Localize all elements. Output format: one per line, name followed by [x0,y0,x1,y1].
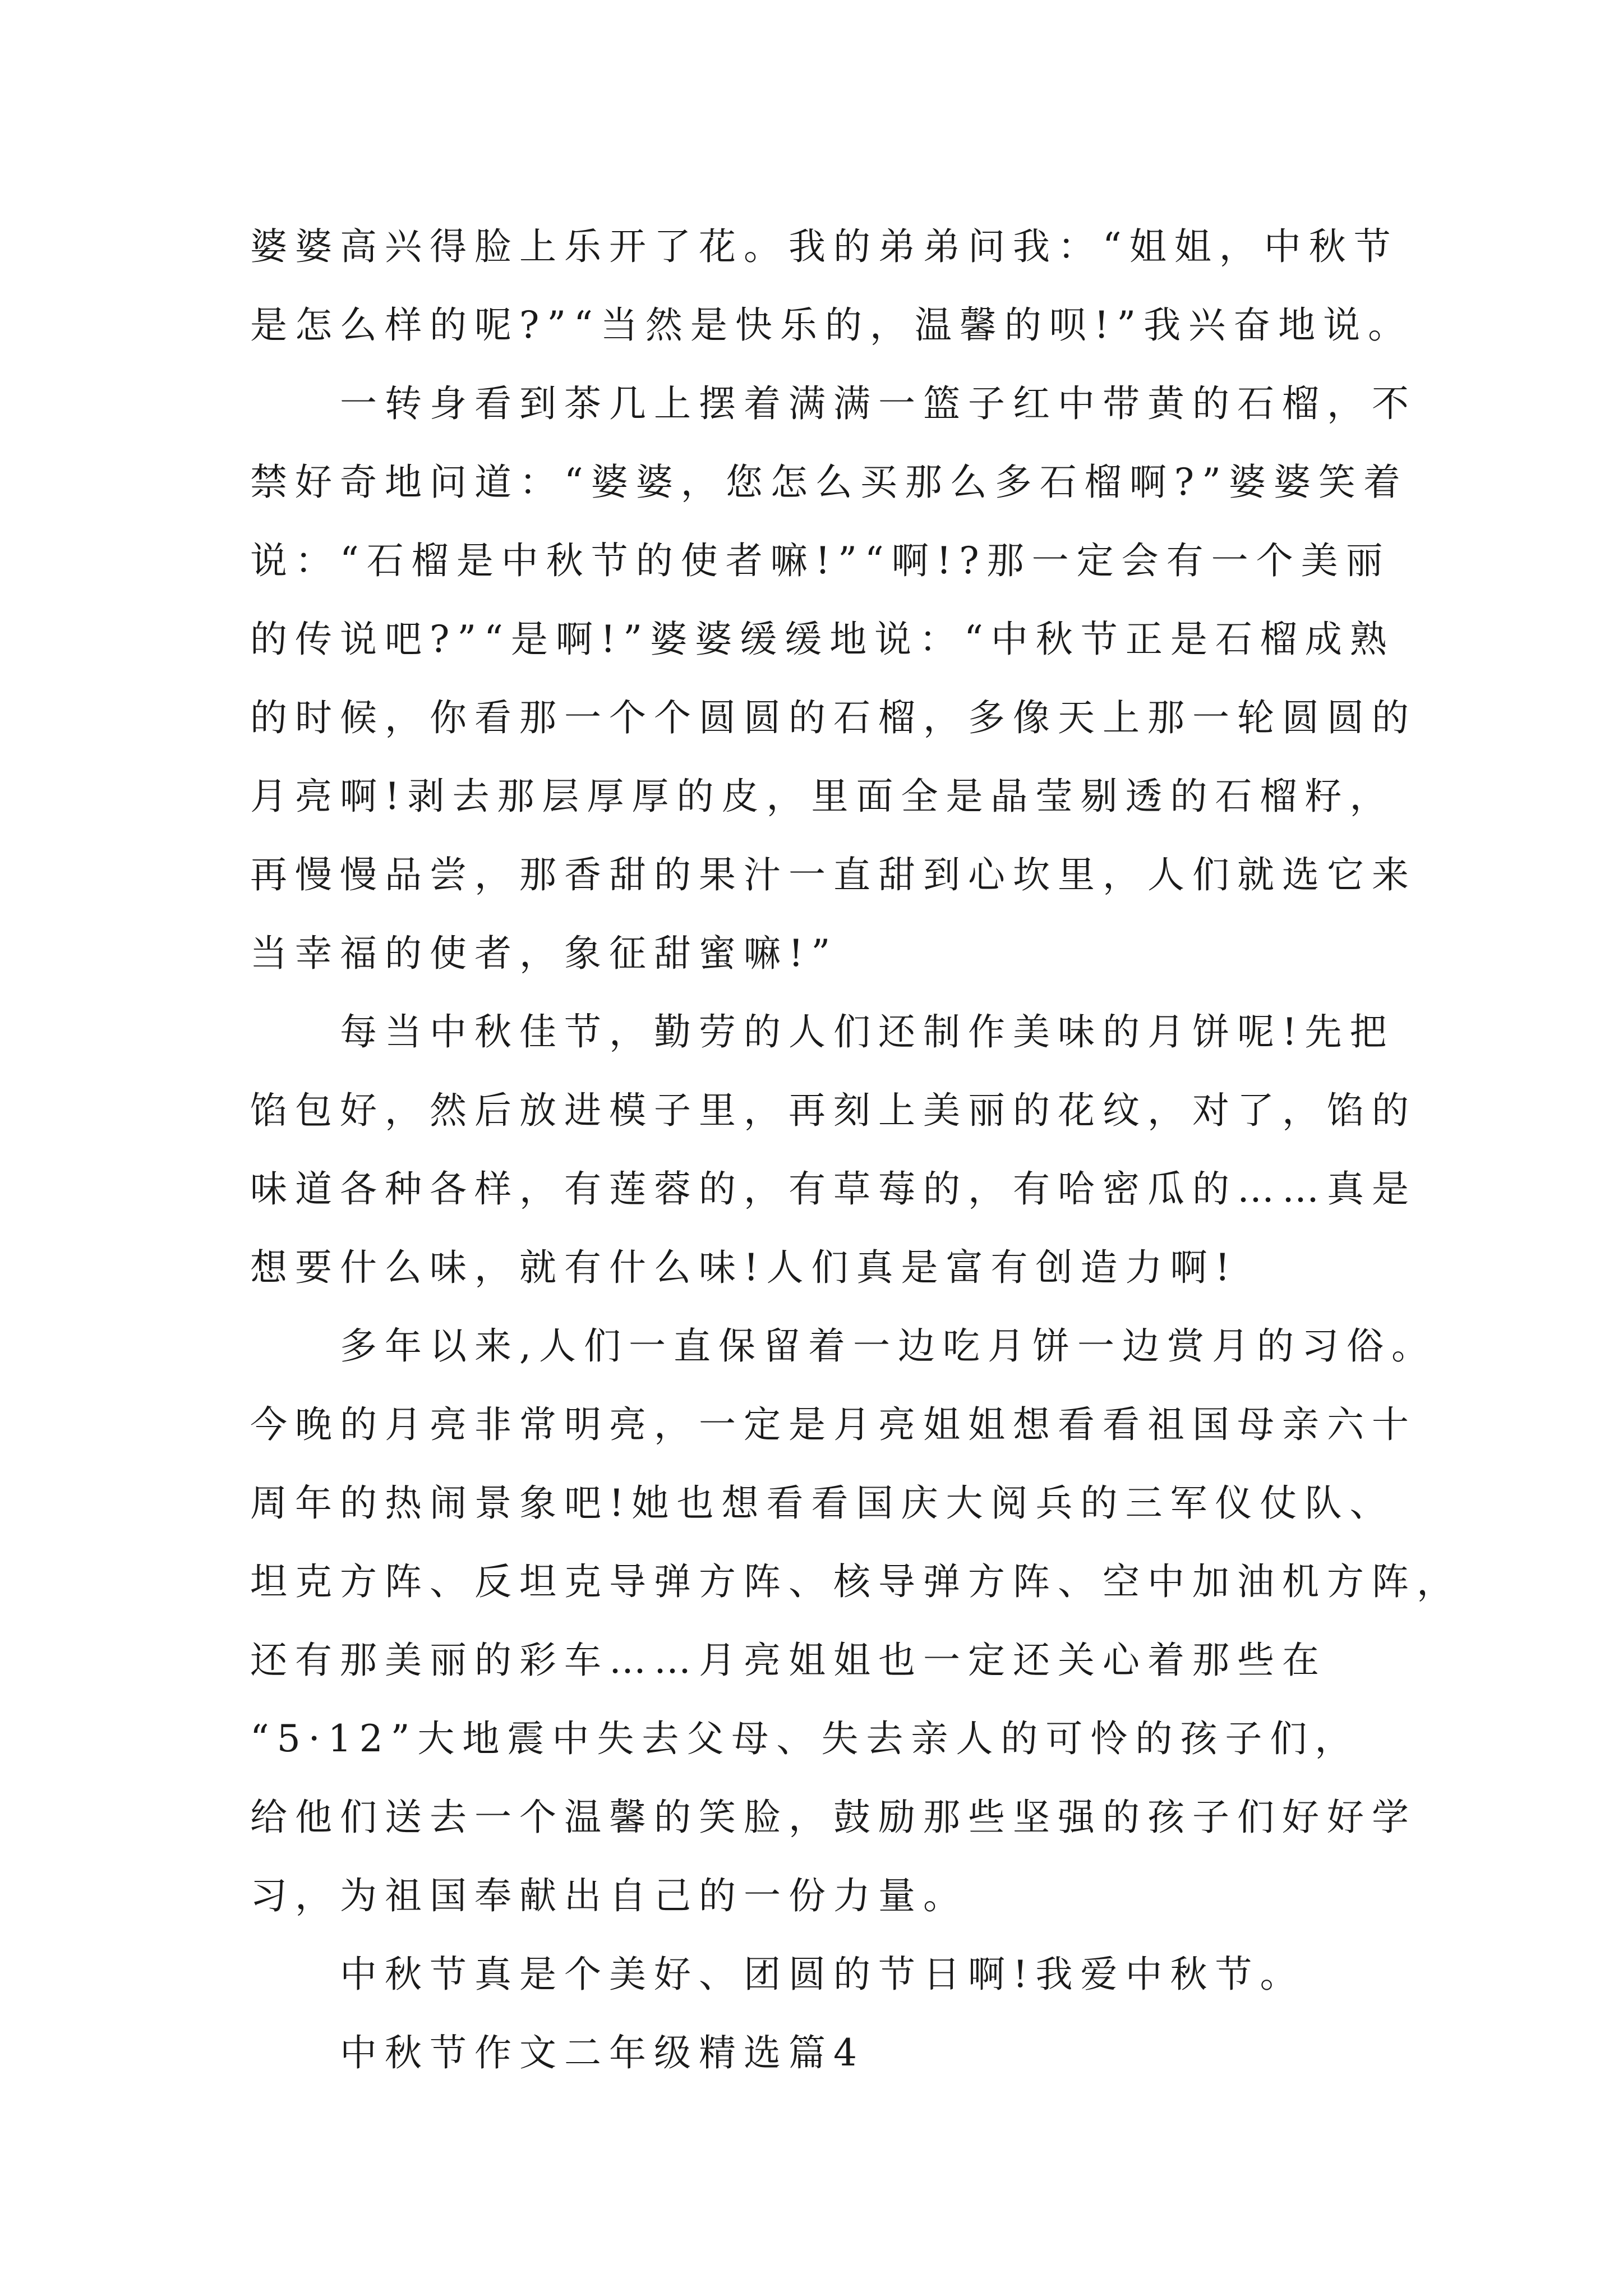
paragraph-line: 说：“石榴是中秋节的使者嘛!”“啊!?那一定会有一个美丽 [250,539,1391,582]
paragraph-line: 月亮啊!剥去那层厚厚的皮，里面全是晶莹剔透的石榴籽， [250,775,1395,818]
document-body [250,208,1461,2092]
paragraph-line: 馅包好，然后放进模子里，再刻上美丽的花纹，对了，馅的 [250,1089,1417,1132]
paragraph-5 [250,1935,1394,2014]
paragraph-line: 的时候，你看那一个个圆圆的石榴，多像天上那一轮圆圆的 [250,696,1417,739]
paragraph-line: 坦克方阵、反坦克导弹方阵、核导弹方阵、空中加油机方阵， [250,1560,1461,1603]
paragraph-line: 今晚的月亮非常明亮，一定是月亮姐姐想看看祖国母亲六十 [250,1403,1417,1446]
paragraph-4 [250,1307,1461,1935]
paragraph-line: 给他们送去一个温馨的笑脸，鼓励那些坚强的孩子们好好学 [250,1796,1417,1839]
paragraph-line: 还有那美丽的彩车……月亮姐姐也一定还关心着那些在 [250,1639,1327,1682]
paragraph-line: 一转身看到茶几上摆着满满一篮子红中带黄的石榴，不 [340,382,1417,425]
paragraph-line: 味道各种各样，有莲蓉的，有草莓的，有哈密瓜的……真是 [250,1167,1417,1211]
paragraph-line: 的传说吧?”“是啊!”婆婆缓缓地说：“中秋节正是石榴成熟 [250,618,1395,661]
paragraph-line: 禁好奇地问道：“婆婆，您怎么买那么多石榴啊?”婆婆笑着 [250,461,1408,504]
paragraph-line: “5·12”大地震中失去父母、失去亲人的可怜的孩子们， [250,1717,1360,1760]
paragraph-line: 中秋节真是个美好、团圆的节日啊!我爱中秋节。 [340,1953,1305,1996]
paragraph-line: 习，为祖国奉献出自己的一份力量。 [250,1874,968,1917]
paragraph-3 [250,993,1417,1307]
paragraph-line: 是怎么样的呢?”“当然是快乐的，温馨的呗!”我兴奋地说。 [250,303,1413,347]
paragraph-line: 多年以来,人们一直保留着一边吃月饼一边赏月的习俗。 [340,1324,1436,1368]
section-heading [250,2014,1394,2092]
paragraph-line: 婆婆高兴得脸上乐开了花。我的弟弟问我：“姐姐，中秋节 [250,225,1399,268]
paragraph-line: 当幸福的使者，象征甜蜜嘛!” [250,932,838,975]
paragraph-2 [250,365,1417,993]
section-heading-text: 中秋节作文二年级精选篇4 [340,2031,865,2074]
paragraph-line: 周年的热闹景象吧!她也想看看国庆大阅兵的三军仪仗队、 [250,1481,1395,1525]
paragraph-line: 想要什么味，就有什么味!人们真是富有创造力啊! [250,1246,1238,1289]
paragraph-line: 再慢慢品尝，那香甜的果汁一直甜到心坎里，人们就选它来 [250,853,1417,896]
paragraph-line: 每当中秋佳节，勤劳的人们还制作美味的月饼呢!先把 [340,1010,1395,1053]
paragraph-1 [250,208,1413,365]
